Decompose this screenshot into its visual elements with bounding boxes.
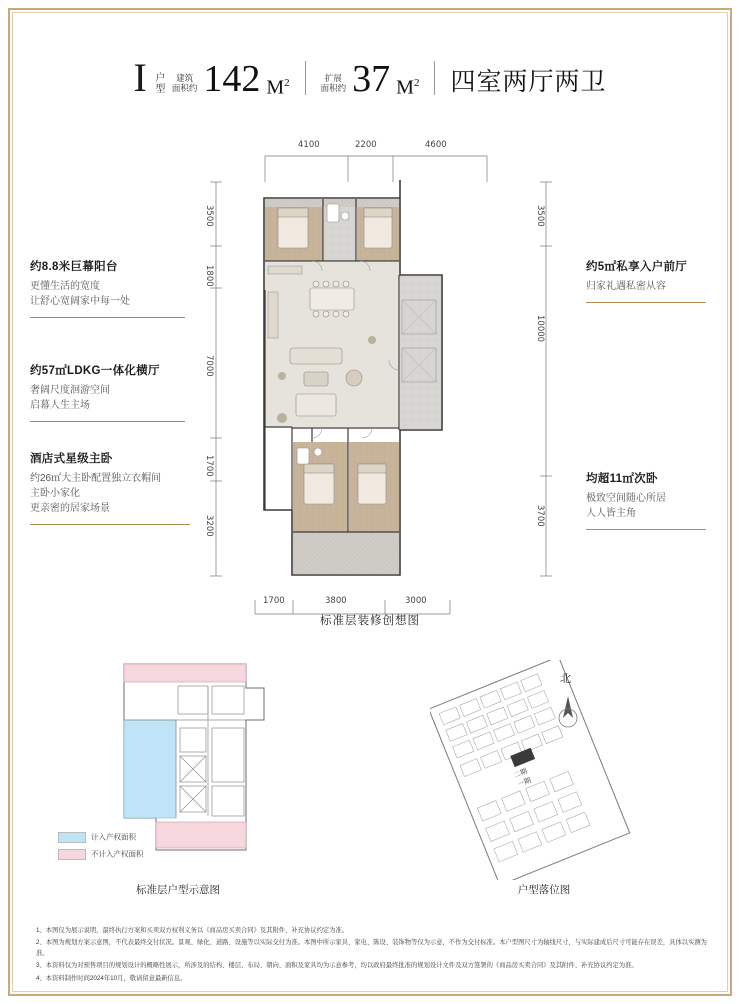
legend-label-1: 不计入产权面积 xyxy=(91,849,144,859)
callout-left-3 xyxy=(30,450,190,532)
callout-right-1-rule xyxy=(586,302,706,303)
callout-right-2-line-1: 极致空间随心所居 xyxy=(586,493,666,504)
legend-row-1 xyxy=(58,849,144,860)
callout-left-3-line-3: 更亲密的居家场景 xyxy=(30,503,110,514)
floor-plan-drawing xyxy=(252,180,452,590)
footnote-4: 4、本资料制作时间2024年10月，敬请留意最新信息。 xyxy=(36,974,187,982)
bottom-diagrams xyxy=(0,650,740,910)
dim-right-2: 10000 xyxy=(535,315,545,343)
callout-right-1-title: 约5㎡私享入户前厅 xyxy=(586,261,688,273)
footnote-3: 3、本资料仅为对预售项目的规划设计的概略性展示，所涉及的结构、楼层、布局、朝向、面积及家具均为示意参考，均以政府最终批准的规划设计文件及双方签署的《商品房买卖合同》及其附件、补充协议约定为准。 xyxy=(36,962,638,969)
dim-top-2: 2200 xyxy=(355,140,377,150)
title-divider-1 xyxy=(305,61,306,95)
footnote-2: 2、本图为规划方案示意图，不代表最终交付状况。景观、绿化、道路、设施等以实际交付为准。本图中所示家具、家电、陈设、装饰物等仅为示意，不作为交付标准。本户型图尺寸为轴线尺寸，与实际建成后尺寸可能存在误差，具体以实测为准。 xyxy=(36,939,707,957)
legend-swatch-0 xyxy=(58,832,86,843)
callout-left-1-line-2: 让舒心宽阔家中每一处 xyxy=(30,296,130,307)
dim-top-1: 4100 xyxy=(298,140,320,150)
callout-right-2-rule xyxy=(586,529,706,530)
schematic-caption: 标准层户型示意图 xyxy=(136,884,220,896)
dim-right-3: 3700 xyxy=(535,505,545,527)
callout-left-2-title: 约57㎡LDKG一体化横厅 xyxy=(30,365,160,377)
callout-right-2 xyxy=(586,470,711,537)
callout-right-2-line-2: 人人皆主角 xyxy=(586,508,636,519)
callout-right-2-title: 均超11㎡次卧 xyxy=(586,473,658,485)
svg-text:二期: 二期 xyxy=(512,767,529,780)
unit-type-label: 户型 xyxy=(152,72,164,94)
property-area-block xyxy=(124,720,176,818)
footnotes xyxy=(36,926,710,987)
non-property-area-top xyxy=(124,664,246,682)
callout-right-1 xyxy=(586,258,711,310)
dim-left-1: 3500 xyxy=(204,205,214,227)
callout-left-2-rule xyxy=(30,421,185,422)
dim-left-4: 1700 xyxy=(204,455,214,477)
legend xyxy=(58,832,144,866)
floor-plan-section xyxy=(0,130,740,650)
callout-left-3-line-1: 约26㎡大主卧配置独立衣帽间 xyxy=(30,473,162,484)
dim-left-5: 3200 xyxy=(204,515,214,537)
dim-bottom-1: 1700 xyxy=(263,596,285,606)
dim-bottom-3: 3000 xyxy=(405,596,427,606)
built-area-label: 建筑 面积约 xyxy=(171,73,198,93)
room-configuration: 四室两厅两卫 xyxy=(450,67,607,96)
callout-left-3-line-2: 主卧小家化 xyxy=(30,488,80,499)
legend-label-0: 计入产权面积 xyxy=(91,832,136,842)
site-position-plan xyxy=(430,660,660,880)
callout-left-3-title: 酒店式星级主卧 xyxy=(30,453,113,465)
legend-swatch-1 xyxy=(58,849,86,860)
dim-left-3: 7000 xyxy=(204,355,214,377)
extended-area-label: 扩展 面积约 xyxy=(320,73,347,93)
callout-left-1-line-1: 更懂生活的宽度 xyxy=(30,281,100,292)
callout-left-1-title: 约8.8米巨幕阳台 xyxy=(30,261,118,273)
callout-left-2-line-2: 启幕人生主场 xyxy=(30,400,90,411)
dim-right-1: 3500 xyxy=(535,205,545,227)
extended-area-unit: $M^2$ xyxy=(396,77,420,99)
dim-bottom-2: 3800 xyxy=(325,596,347,606)
callout-left-1 xyxy=(30,258,185,325)
title-divider-2 xyxy=(434,61,435,95)
callout-left-3-rule xyxy=(30,524,190,525)
callout-left-2 xyxy=(30,362,185,429)
compass-label-north: 北 xyxy=(560,673,571,685)
built-area-value: 142 xyxy=(203,58,261,100)
unit-type-letter: I xyxy=(133,55,147,100)
callout-right-1-line-1: 归家礼遇私密从容 xyxy=(586,281,666,292)
footnote-1: 1、本图仅为展示说明，最终执行方案和买卖双方权利义务以《商品房买卖合同》及其附件、补充协议约定为准。 xyxy=(36,926,349,934)
compass-icon xyxy=(548,688,588,738)
plan-caption: 标准层装修创想图 xyxy=(320,615,420,627)
callout-left-2-line-1: 奢阔尺度洄游空间 xyxy=(30,385,110,396)
dim-top-3: 4600 xyxy=(425,140,447,150)
svg-text:一期: 一期 xyxy=(516,776,533,790)
built-area-unit: $M^2$ xyxy=(266,77,290,99)
extended-area-value: 37 xyxy=(352,58,391,100)
right-dimension-chain xyxy=(528,176,588,596)
page-title-block xyxy=(0,55,740,100)
dim-left-2: 1800 xyxy=(204,265,214,287)
site-position-caption: 户型落位图 xyxy=(517,884,571,896)
legend-row-0 xyxy=(58,832,144,843)
callout-left-1-rule xyxy=(30,317,185,318)
non-property-area-bottom xyxy=(156,822,246,848)
